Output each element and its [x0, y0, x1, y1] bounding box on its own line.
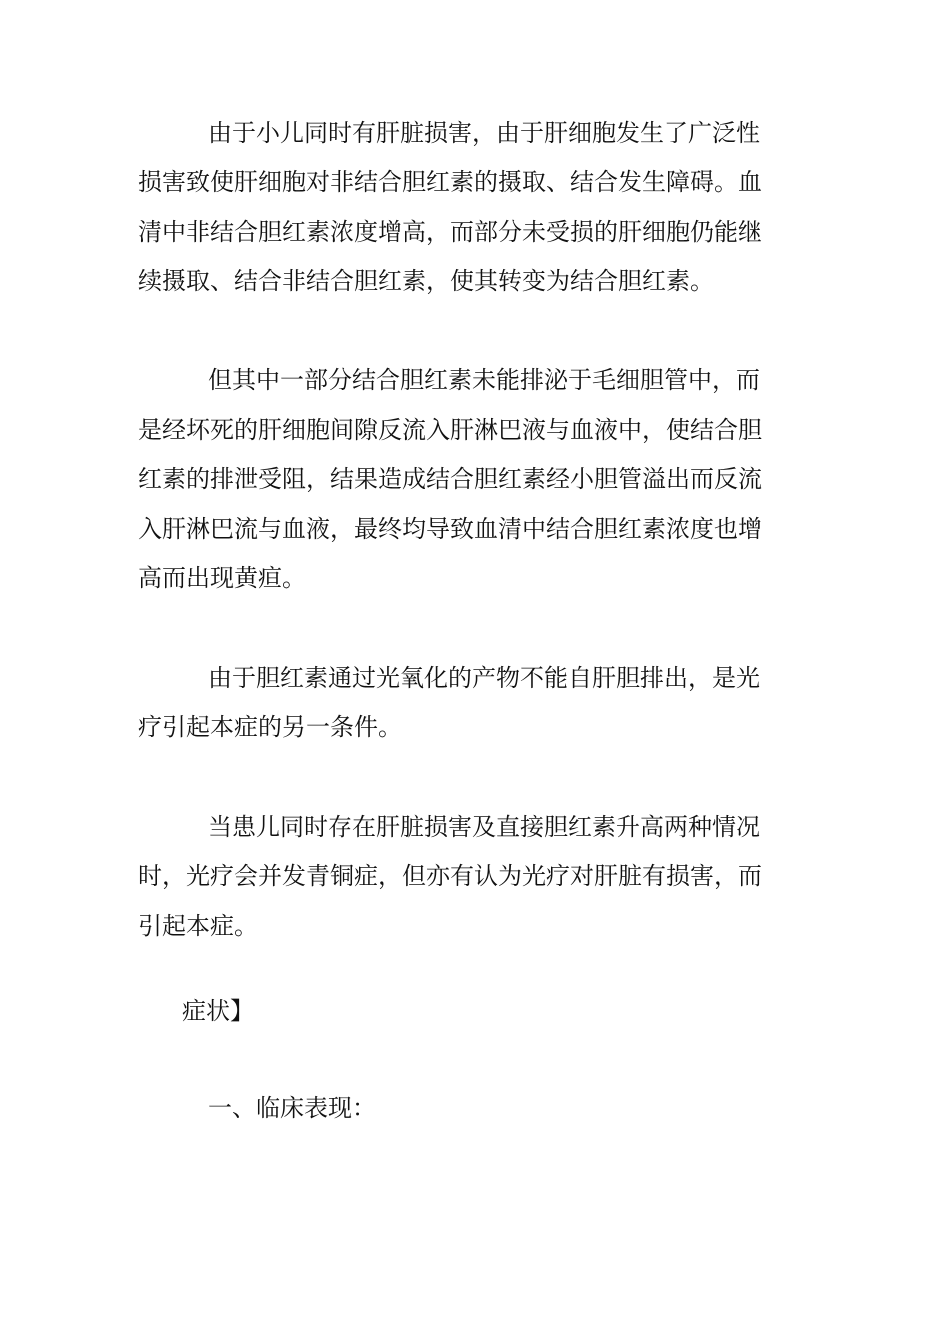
paragraph-line: 由于小儿同时有肝脏损害，由于肝细胞发生了广泛性 — [208, 119, 760, 147]
paragraph-line: 续摄取、结合非结合胆红素，使其转变为结合胆红素。 — [138, 267, 714, 295]
paragraph-line: 清中非结合胆红素浓度增高，而部分未受损的肝细胞仍能继 — [138, 218, 762, 246]
paragraph-line: 损害致使肝细胞对非结合胆红素的摄取、结合发生障碍。血 — [138, 168, 762, 196]
paragraph-line: 高而出现黄疸。 — [138, 564, 306, 592]
paragraph-line: 但其中一部分结合胆红素未能排泌于毛细胆管中，而 — [208, 366, 760, 394]
paragraph-line: 时，光疗会并发青铜症，但亦有认为光疗对肝脏有损害，而 — [138, 862, 762, 890]
paragraph-line: 引起本症。 — [138, 912, 258, 940]
paragraph-line: 入肝淋巴流与血液，最终均导致血清中结合胆红素浓度也增 — [138, 515, 762, 543]
subheading: 一、临床表现： — [208, 1094, 376, 1122]
paragraph-line: 红素的排泄受阻，结果造成结合胆红素经小胆管溢出而反流 — [138, 465, 762, 493]
paragraph-line: 是经坏死的肝细胞间隙反流入肝淋巴液与血液中，使结合胆 — [138, 416, 762, 444]
paragraph-line: 当患儿同时存在肝脏损害及直接胆红素升高两种情况 — [208, 813, 760, 841]
paragraph-line: 疗引起本症的另一条件。 — [138, 713, 402, 741]
paragraph-line: 由于胆红素通过光氧化的产物不能自肝胆排出，是光 — [208, 664, 760, 692]
section-heading: 症状】 — [182, 997, 254, 1025]
